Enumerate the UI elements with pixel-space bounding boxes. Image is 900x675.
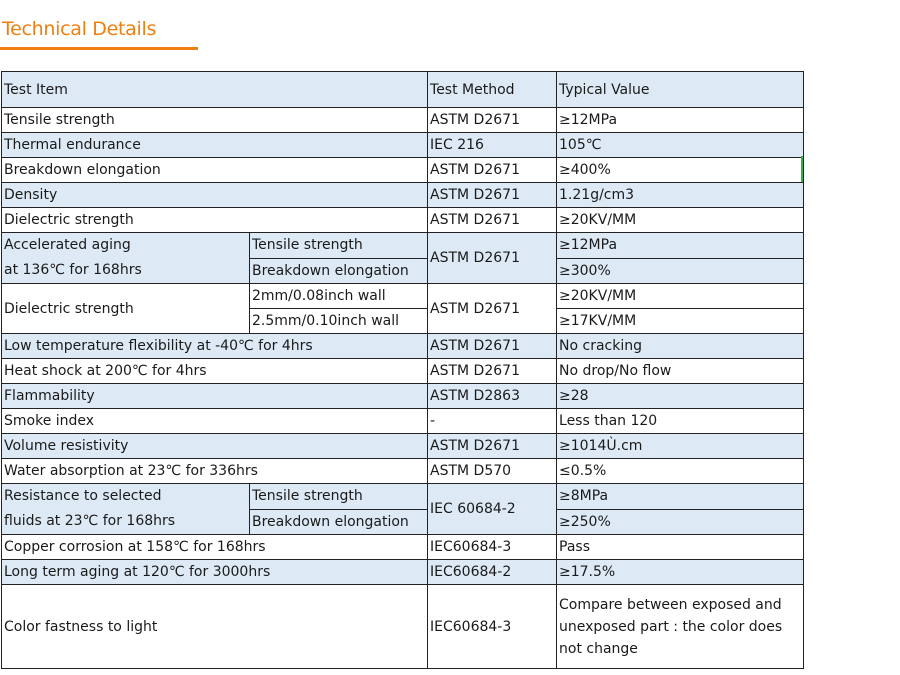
cell-method: ASTM D2671 xyxy=(428,208,557,233)
cell-method: IEC 60684-2 xyxy=(428,484,557,535)
cell-item: Smoke index xyxy=(2,409,428,434)
cell-item: Tensile strength xyxy=(2,108,428,133)
table-row xyxy=(2,484,804,510)
cell-value: ≥1014Ù.cm xyxy=(557,434,804,459)
cell-value: Pass xyxy=(557,535,804,560)
cell-value: 1.21g/cm3 xyxy=(557,183,804,208)
cell-value: ≥400% xyxy=(557,158,804,183)
cell-item-group xyxy=(2,484,250,535)
cell-item: Long term aging at 120℃ for 3000hrs xyxy=(2,560,428,585)
cell-method: IEC 216 xyxy=(428,133,557,158)
table-row xyxy=(2,208,804,233)
cell-item-line: at 136℃ for 168hrs xyxy=(4,262,142,278)
cell-method: ASTM D2671 xyxy=(428,434,557,459)
cell-subitem: 2mm/0.08inch wall xyxy=(250,284,428,309)
header-typical-value: Typical Value xyxy=(557,72,804,108)
title-underline xyxy=(0,47,198,50)
table-row xyxy=(2,409,804,434)
cell-method: ASTM D2671 xyxy=(428,183,557,208)
table-row xyxy=(2,384,804,409)
table-row xyxy=(2,585,804,669)
cell-item-group xyxy=(2,233,250,284)
cell-subitem: Tensile strength xyxy=(250,484,428,510)
header-test-method: Test Method xyxy=(428,72,557,108)
cell-item: Volume resistivity xyxy=(2,434,428,459)
cell-method: IEC60684-3 xyxy=(428,585,557,669)
cell-subitem: 2.5mm/0.10inch wall xyxy=(250,309,428,334)
cell-value: ≥17KV/MM xyxy=(557,309,804,334)
cell-value: ≥8MPa xyxy=(557,484,804,510)
cell-item-line: Resistance to selected xyxy=(4,488,162,504)
cell-value: ≥17.5% xyxy=(557,560,804,585)
cell-value: No cracking xyxy=(557,334,804,359)
cell-item: Copper corrosion at 158℃ for 168hrs xyxy=(2,535,428,560)
cell-method: ASTM D2671 xyxy=(428,284,557,334)
table-row xyxy=(2,560,804,585)
cell-value: ≥300% xyxy=(557,258,804,284)
cell-value: No drop/No flow xyxy=(557,359,804,384)
cell-item: Flammability xyxy=(2,384,428,409)
cell-value: 105℃ xyxy=(557,133,804,158)
cell-method: ASTM D2671 xyxy=(428,158,557,183)
table-row xyxy=(2,334,804,359)
cell-value: ≥12MPa xyxy=(557,108,804,133)
cell-method: ASTM D2863 xyxy=(428,384,557,409)
header-test-item: Test Item xyxy=(2,72,428,108)
cell-item-line: Accelerated aging xyxy=(4,237,131,253)
cell-item: Dielectric strength xyxy=(2,208,428,233)
cell-method: ASTM D2671 xyxy=(428,334,557,359)
table-row xyxy=(2,359,804,384)
cell-item: Color fastness to light xyxy=(2,585,428,669)
table-row xyxy=(2,108,804,133)
cell-item: Breakdown elongation xyxy=(2,158,428,183)
cell-subitem: Breakdown elongation xyxy=(250,509,428,535)
cell-value: ≥12MPa xyxy=(557,233,804,259)
table-row xyxy=(2,183,804,208)
selection-marker xyxy=(801,156,803,182)
cell-value: ≥28 xyxy=(557,384,804,409)
cell-value: ≥20KV/MM xyxy=(557,208,804,233)
cell-method: IEC60684-2 xyxy=(428,560,557,585)
cell-value: ≥20KV/MM xyxy=(557,284,804,309)
cell-method: ASTM D2671 xyxy=(428,108,557,133)
table-row xyxy=(2,158,804,183)
cell-value: Compare between exposed and unexposed part : the color does not change xyxy=(557,585,804,669)
technical-details-table xyxy=(1,71,804,669)
cell-method: ASTM D570 xyxy=(428,459,557,484)
cell-item-line: fluids at 23℃ for 168hrs xyxy=(4,513,176,529)
cell-value: ≤0.5% xyxy=(557,459,804,484)
cell-item: Dielectric strength xyxy=(2,284,250,334)
table-header-row xyxy=(2,72,804,108)
table-row xyxy=(2,535,804,560)
cell-subitem: Breakdown elongation xyxy=(250,258,428,284)
cell-method: - xyxy=(428,409,557,434)
cell-value: Less than 120 xyxy=(557,409,804,434)
cell-method: IEC60684-3 xyxy=(428,535,557,560)
cell-item: Density xyxy=(2,183,428,208)
table-row xyxy=(2,284,804,309)
table-row xyxy=(2,459,804,484)
cell-item: Water absorption at 23℃ for 336hrs xyxy=(2,459,428,484)
cell-item: Heat shock at 200℃ for 4hrs xyxy=(2,359,428,384)
cell-method: ASTM D2671 xyxy=(428,233,557,284)
cell-value: ≥250% xyxy=(557,509,804,535)
table-row xyxy=(2,133,804,158)
cell-item: Thermal endurance xyxy=(2,133,428,158)
table-row xyxy=(2,434,804,459)
table-row xyxy=(2,233,804,259)
section-title: Technical Details xyxy=(2,18,157,40)
cell-method: ASTM D2671 xyxy=(428,359,557,384)
cell-subitem: Tensile strength xyxy=(250,233,428,259)
cell-item: Low temperature flexibility at -40℃ for 4hrs xyxy=(2,334,428,359)
